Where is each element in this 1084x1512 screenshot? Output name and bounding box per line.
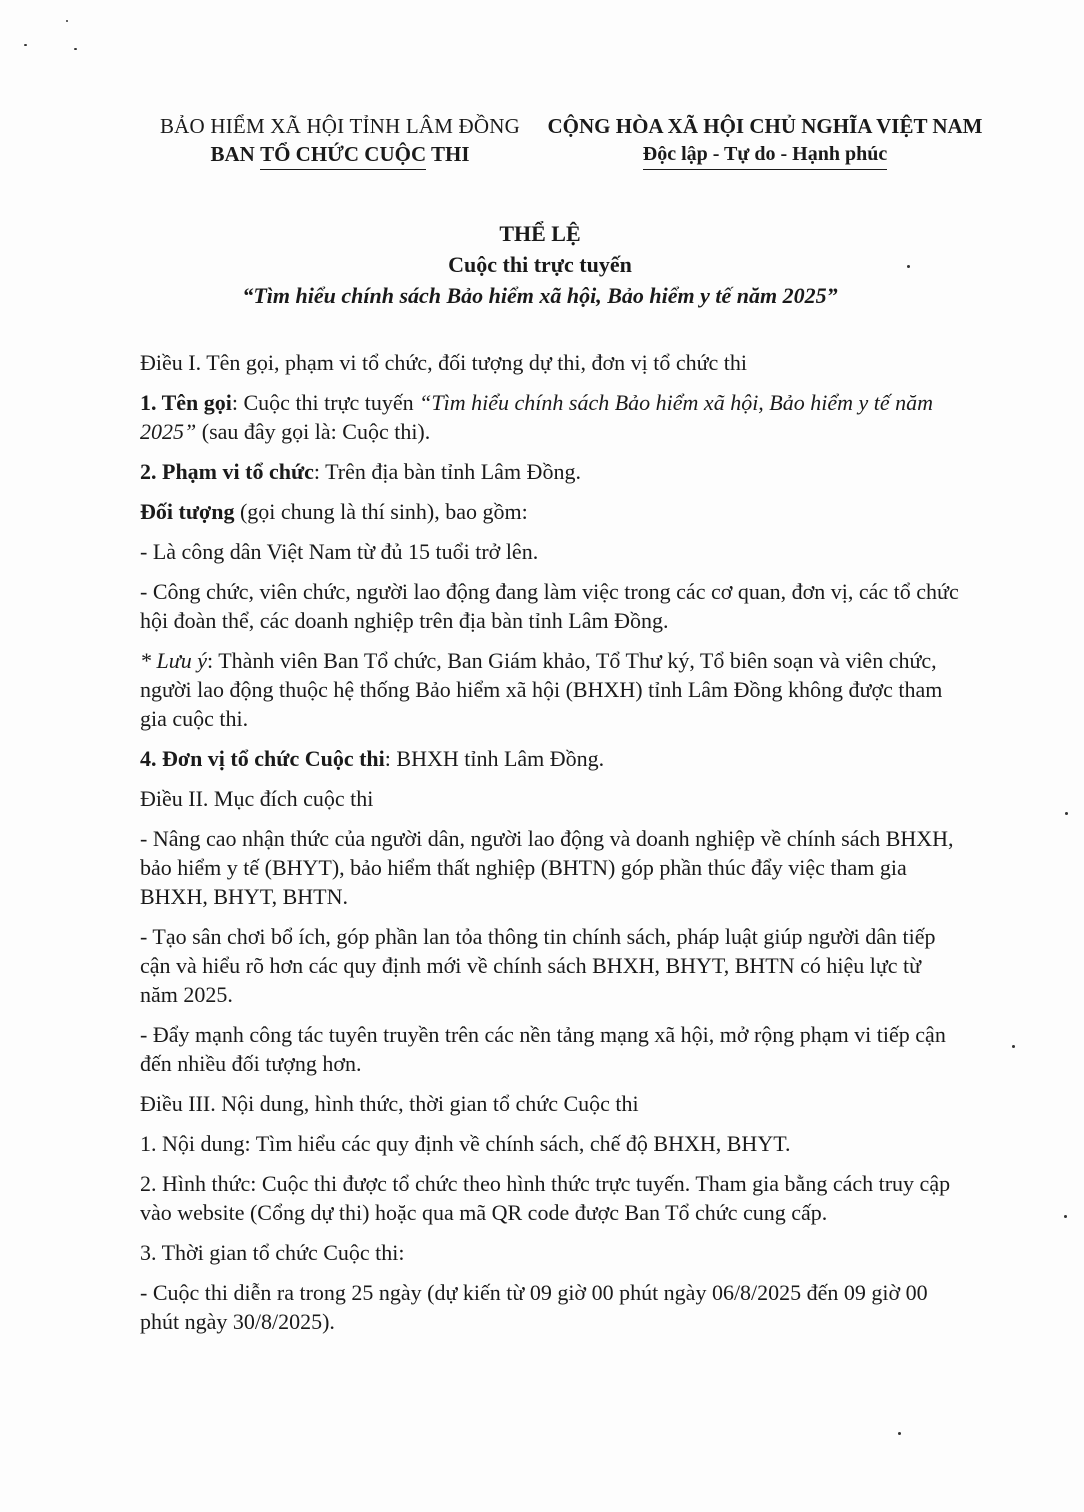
scan-speck [1065, 812, 1068, 815]
article-3-item-3: 3. Thời gian tổ chức Cuộc thi: [140, 1240, 405, 1265]
title-line-1: THỂ LỆ [499, 221, 581, 246]
document-title [140, 218, 940, 312]
title-line-2: Cuộc thi trực tuyến [448, 252, 632, 277]
org-name: BẢO HIỂM XÃ HỘI TỈNH LÂM ĐỒNG [159, 114, 521, 138]
org-committee: BAN TỔ CHỨC CUỘC THI [140, 140, 540, 170]
article-1-bullet-1: - Là công dân Việt Nam từ đủ 15 tuổi trở lên. [140, 539, 539, 564]
article-2-bullet-3: - Đẩy mạnh công tác tuyên truyền trên các nền tảng mạng xã hội, mở rộng phạm vi tiếp cận đến nhiều đối tượng hơn. [140, 1022, 946, 1076]
article-2-bullet-1: - Nâng cao nhận thức của người dân, người lao động và doanh nghiệp về chính sách BHXH, bảo hiểm y tế (BHYT), bảo hiểm thất nghiệp (BHTN) góp phần thúc đẩy việc tham gia BHXH, BHYT, BHTN. [140, 826, 954, 909]
article-3-item-2: 2. Hình thức: Cuộc thi được tổ chức theo hình thức trực tuyến. Tham gia bằng cách truy cập vào website (Cổng dự thi) hoặc qua mã QR code được Ban Tổ chức cung cấp. [140, 1171, 951, 1225]
scan-speck [66, 20, 68, 22]
scan-speck [24, 44, 27, 46]
article-1-item-2: 2. Phạm vi tổ chức: Trên địa bàn tỉnh Lâm Đồng. [140, 459, 581, 484]
article-3-item-1: 1. Nội dung: Tìm hiểu các quy định về chính sách, chế độ BHXH, BHYT. [140, 1131, 791, 1156]
article-1-note: * Lưu ý: Thành viên Ban Tổ chức, Ban Giám khảo, Tổ Thư ký, Tổ biên soạn và viên chức, người lao động thuộc hệ thống Bảo hiểm xã hội (BHXH) tỉnh Lâm Đồng không được tham gia cuộc thi. [140, 648, 943, 731]
article-2-bullet-2: - Tạo sân chơi bổ ích, góp phần lan tỏa thông tin chính sách, pháp luật giúp người dân tiếp cận và hiểu rõ hơn các quy định mới về chính sách BHXH, BHYT, BHTN có hiệu lực từ năm 2025. [140, 924, 936, 1007]
article-2-heading: Điều II. Mục đích cuộc thi [140, 786, 374, 811]
article-1-item-4: 4. Đơn vị tổ chức Cuộc thi: BHXH tỉnh Lâm Đồng. [140, 746, 605, 771]
scan-speck [898, 1432, 901, 1435]
issuing-organization [140, 112, 540, 170]
title-line-3: “Tìm hiểu chính sách Bảo hiểm xã hội, Bảo hiểm y tế năm 2025” [242, 283, 838, 308]
document-body [140, 348, 960, 1347]
scan-speck [1012, 1045, 1015, 1048]
national-heading [545, 112, 985, 170]
article-1-item-1: 1. Tên gọi: Cuộc thi trực tuyến “Tìm hiểu chính sách Bảo hiểm xã hội, Bảo hiểm y tế năm 2025” (sau đây gọi là: Cuộc thi). [140, 390, 934, 444]
org-committee-underlined: TỔ CHỨC CUỘC [260, 140, 426, 170]
nation-name: CỘNG HÒA XÃ HỘI CHỦ NGHĨA VIỆT NAM [547, 114, 983, 138]
scan-speck [1064, 1215, 1067, 1218]
article-1-bullet-2: - Công chức, viên chức, người lao động đang làm việc trong các cơ quan, đơn vị, các tổ chức hội đoàn thể, các doanh nghiệp trên địa bàn tỉnh Lâm Đồng. [140, 579, 959, 633]
article-3-bullet-1: - Cuộc thi diễn ra trong 25 ngày (dự kiến từ 09 giờ 00 phút ngày 06/8/2025 đến 09 giờ 00 phút ngày 30/8/2025). [140, 1280, 928, 1334]
article-3-heading: Điều III. Nội dung, hình thức, thời gian tổ chức Cuộc thi [140, 1091, 639, 1116]
national-motto: Độc lập - Tự do - Hạnh phúc [643, 140, 887, 170]
article-1-heading: Điều I. Tên gọi, phạm vi tổ chức, đối tượng dự thi, đơn vị tổ chức thi [140, 350, 748, 375]
scan-speck [74, 48, 77, 50]
article-1-participants: Đối tượng (gọi chung là thí sinh), bao gồm: [140, 499, 528, 524]
